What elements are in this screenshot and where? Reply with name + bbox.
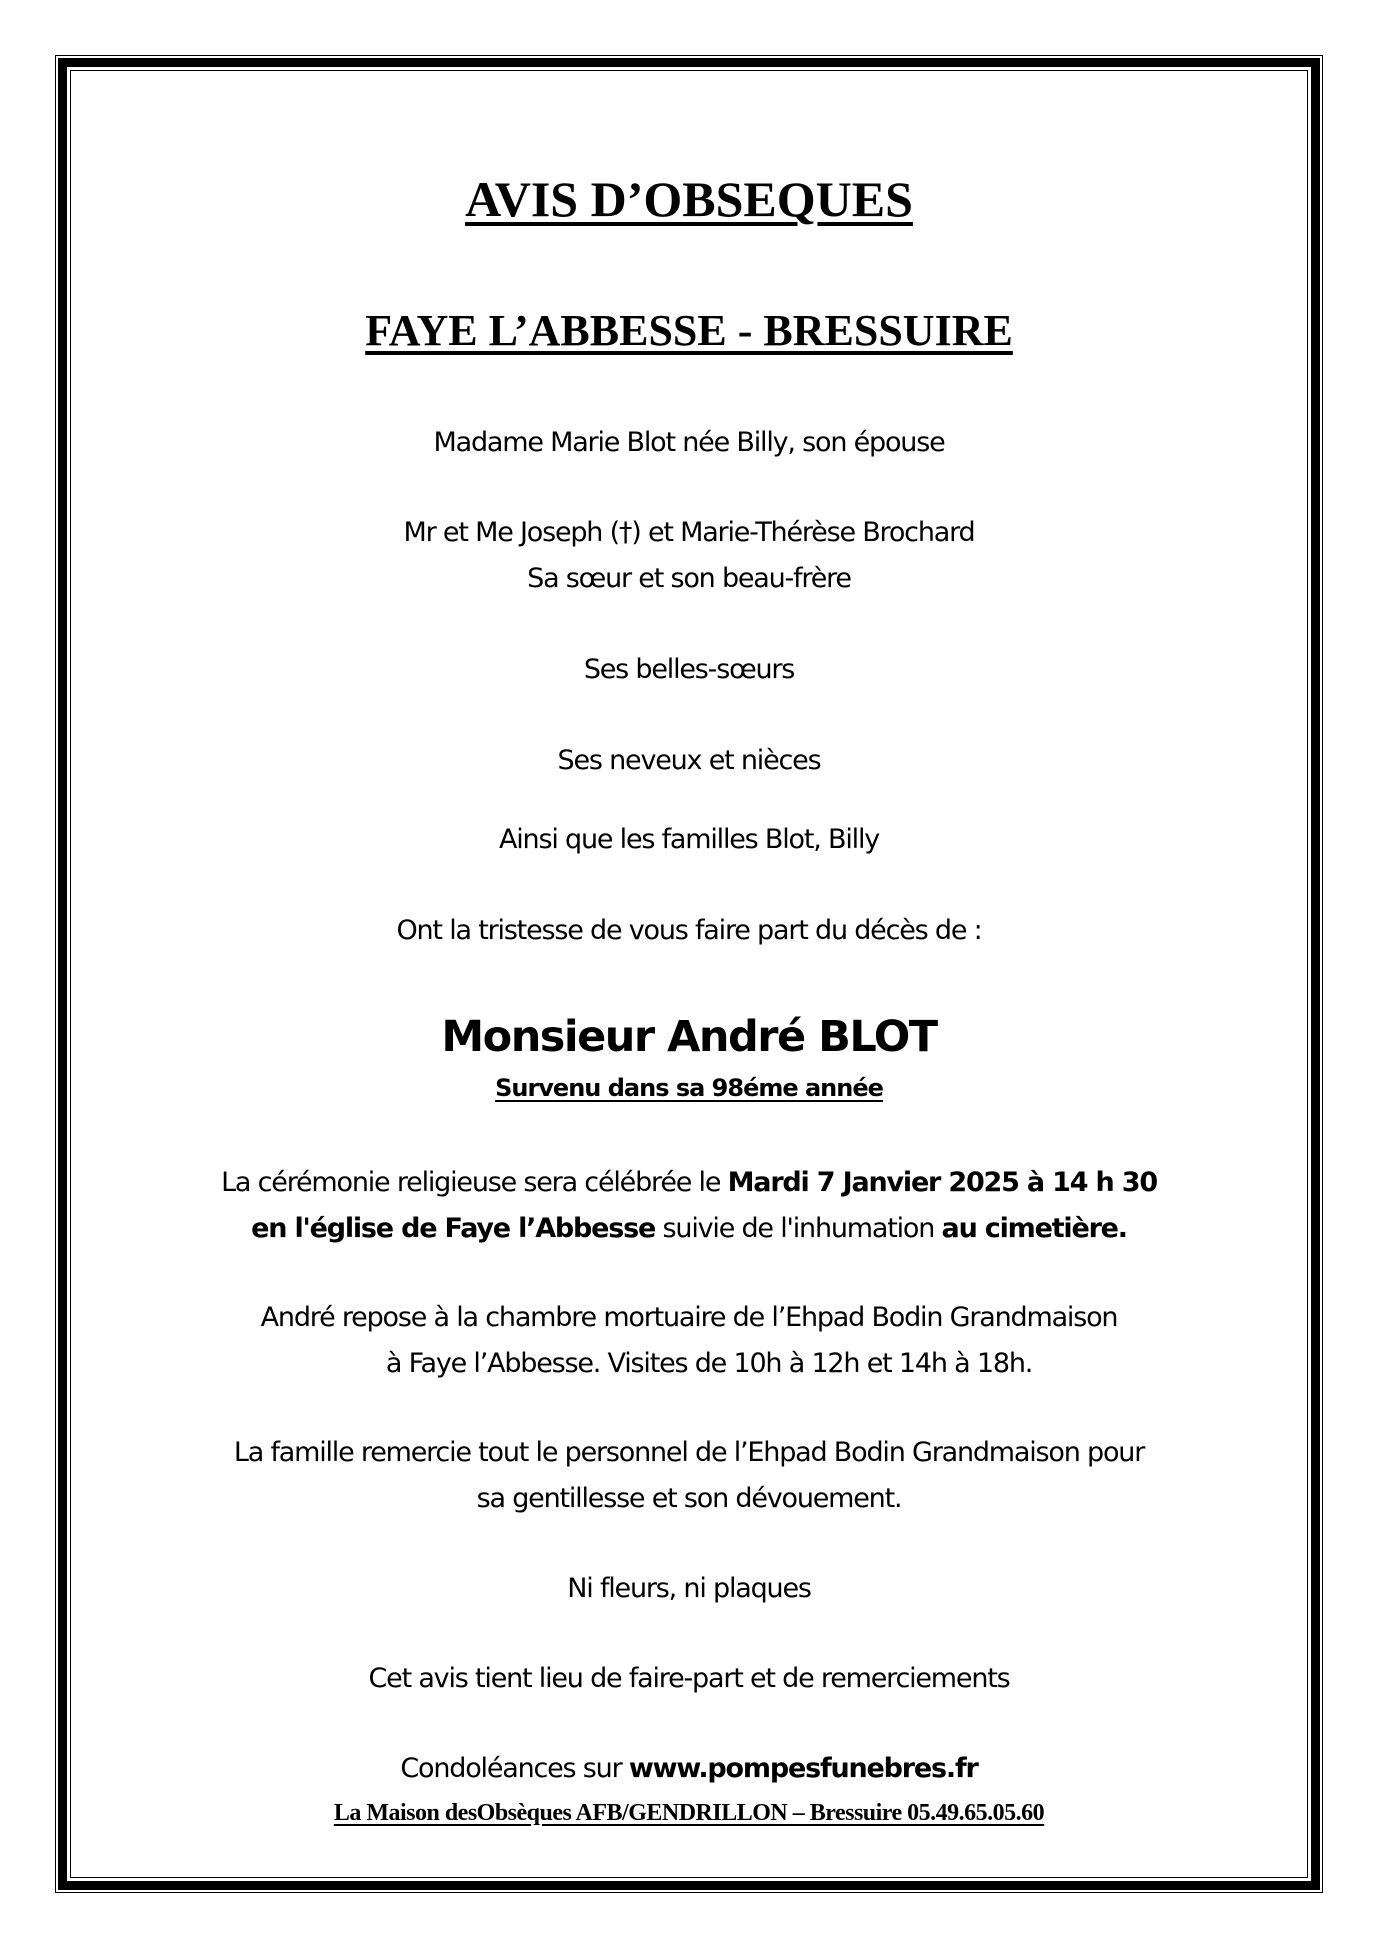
age-line: Survenu dans sa 98éme année bbox=[495, 1074, 883, 1102]
notice-title: AVIS D’OBSEQUES bbox=[465, 171, 913, 227]
rest-line-2: à Faye l’Abbesse. Visites de 10h à 12h et 14h à 18h. bbox=[385, 1348, 1033, 1379]
announcement-text: Ont la tristesse de vous faire part du décès de : bbox=[396, 915, 982, 946]
ceremony-date: Mardi 7 Janvier 2025 à 14 h 30 bbox=[727, 1167, 1157, 1198]
ceremony-cemetery: au cimetière. bbox=[941, 1213, 1127, 1244]
ceremony-prefix: La cérémonie religieuse sera célébrée le bbox=[221, 1167, 728, 1198]
rest-line-1: André repose à la chambre mortuaire de l’Ehpad Bodin Grandmaison bbox=[260, 1302, 1118, 1333]
notice-location: FAYE L’ABBESSE - BRESSUIRE bbox=[365, 306, 1013, 355]
thanks-line-1: La famille remercie tout le personnel de l’Ehpad Bodin Grandmaison pour bbox=[233, 1437, 1145, 1468]
ceremony-line-1 bbox=[0, 1167, 1378, 1198]
deceased-name: Monsieur André BLOT bbox=[441, 1012, 937, 1062]
family-line-spouse: Madame Marie Blot née Billy, son épouse bbox=[433, 427, 945, 458]
family-line-nephews: Ses neveux et nièces bbox=[557, 745, 821, 776]
condolences-line bbox=[0, 1753, 1378, 1784]
ceremony-line-2 bbox=[0, 1213, 1378, 1244]
family-line-sister-relation: Sa sœur et son beau-frère bbox=[527, 563, 851, 594]
no-flowers-text: Ni fleurs, ni plaques bbox=[567, 1573, 811, 1604]
thanks-line-2: sa gentillesse et son dévouement. bbox=[476, 1483, 902, 1514]
notice-note-text: Cet avis tient lieu de faire-part et de remerciements bbox=[368, 1663, 1010, 1694]
condolences-prefix: Condoléances sur bbox=[400, 1753, 629, 1784]
family-line-sister: Mr et Me Joseph (†) et Marie-Thérèse Brochard bbox=[403, 517, 975, 548]
ceremony-church: en l'église de Faye l’Abbesse bbox=[251, 1213, 656, 1244]
ceremony-mid: suivie de l'inhumation bbox=[655, 1213, 942, 1244]
family-line-sisters-in-law: Ses belles-sœurs bbox=[583, 654, 795, 685]
funeral-home-footer: La Maison desObsèques AFB/GENDRILLON – Bressuire 05.49.65.05.60 bbox=[333, 1800, 1045, 1826]
family-line-families: Ainsi que les familles Blot, Billy bbox=[498, 824, 880, 855]
condolences-link[interactable]: www.pompesfunebres.fr bbox=[628, 1753, 978, 1784]
